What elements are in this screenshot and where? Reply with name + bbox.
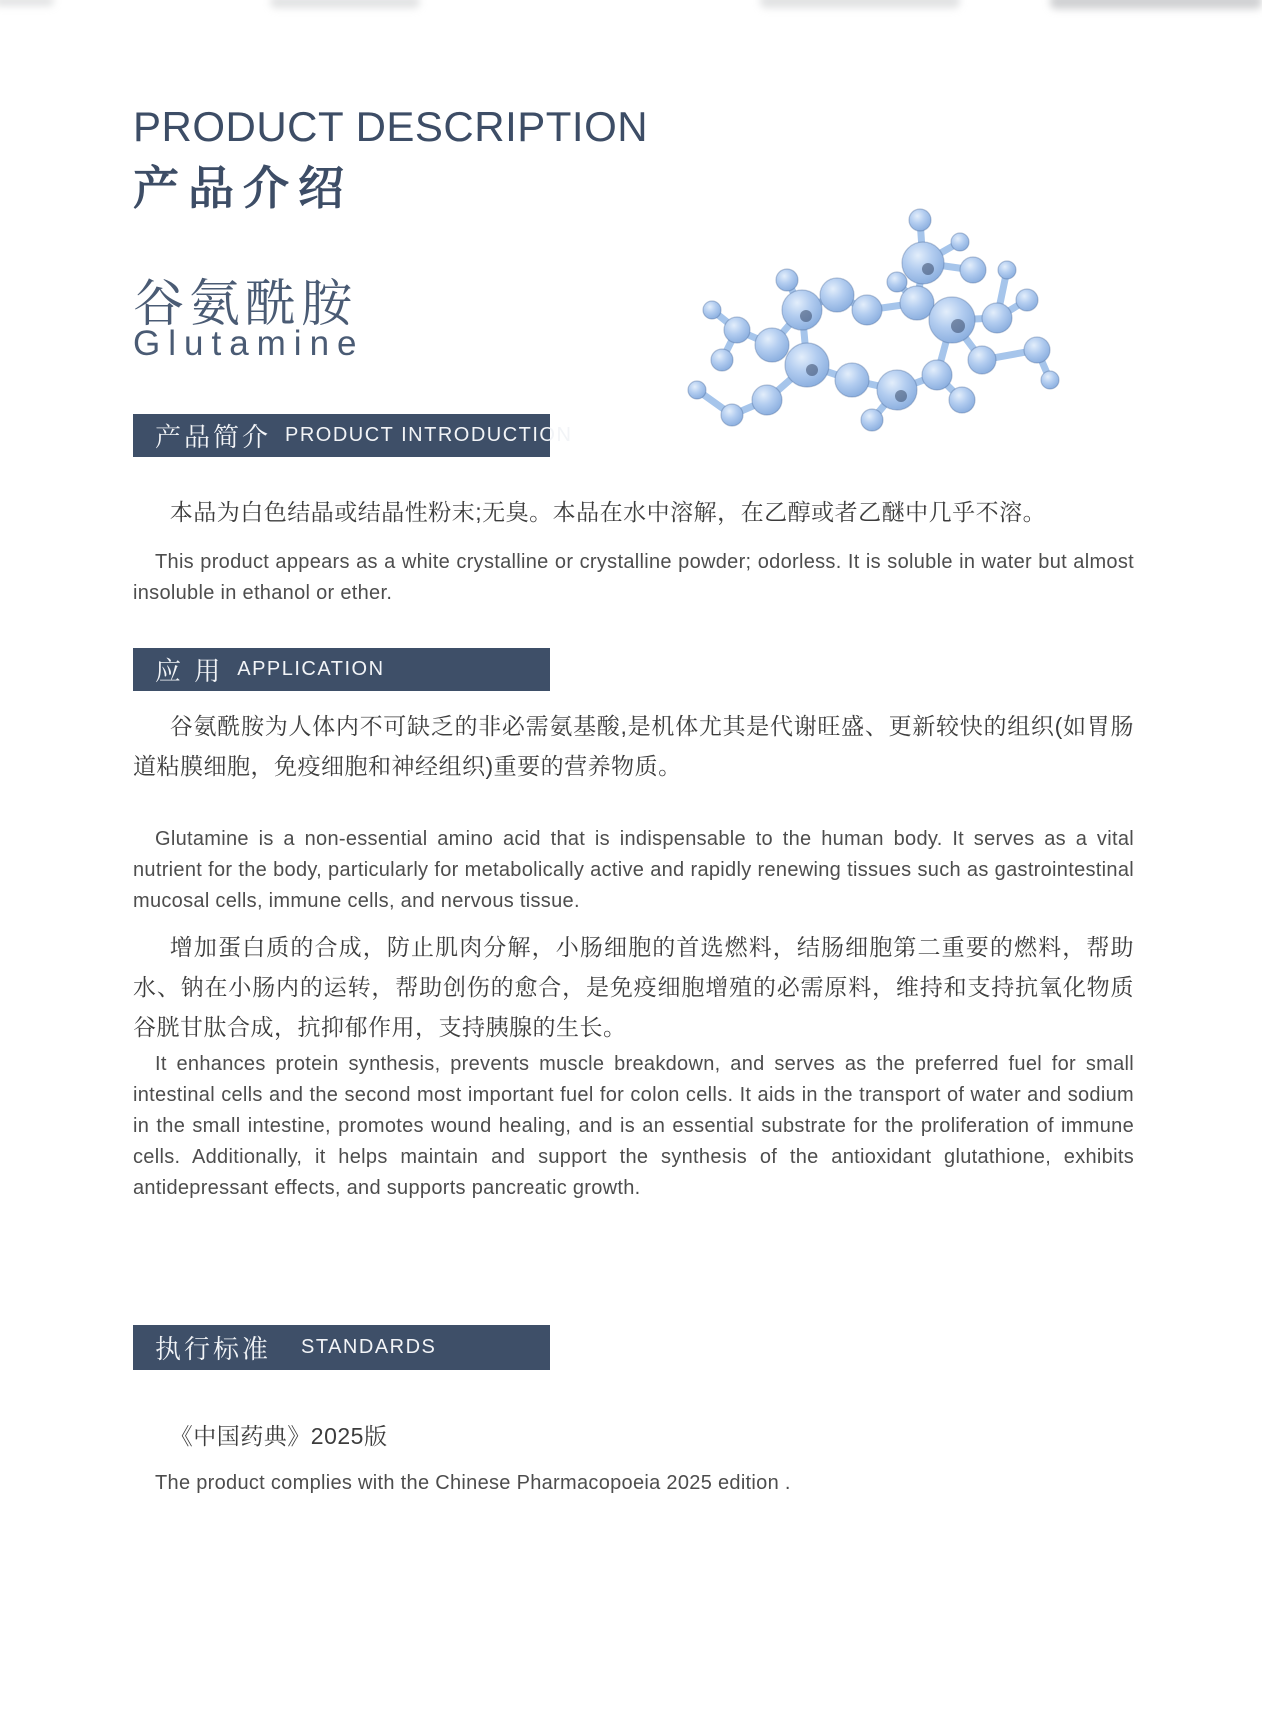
scan-artifact [0,0,54,6]
intro-paragraph-en: This product appears as a white crystalline or crystalline powder; odorless. It is soluble in water but almost insoluble in ethanol or ether. [133,551,1134,604]
application-paragraph-1-en: Glutamine is a non-essential amino acid that is indispensable to the human body. It serves as a vital nutrient for the body, particularly for metabolically active and rapidly renewing tissues such as gastrointestinal mucosal cells, immune cells, and nervous tissue. [133,828,1134,912]
section-heading-introduction [133,414,573,457]
section-heading-standards [133,1325,550,1370]
scan-artifact [760,0,960,8]
section-heading-application-zh: 应 用 [155,656,224,686]
page-title-zh: 产品介绍 [133,162,353,214]
molecule-3d-icon [660,170,1064,440]
section-heading-standards-en: STANDARDS [301,1336,437,1358]
section-heading-introduction-en: PRODUCT INTRODUCTION [285,424,573,446]
page-title-en: PRODUCT DESCRIPTION [133,103,649,150]
standards-paragraph-zh: 《中国药典》2025版 [169,1423,388,1449]
standards-paragraph-en: The product complies with the Chinese Pharmacopoeia 2025 edition . [155,1472,791,1494]
section-heading-standards-zh: 执行标准 [155,1334,272,1364]
intro-paragraph-zh: 本品为白色结晶或结晶性粉末;无臭。本品在水中溶解，在乙醇或者乙醚中几乎不溶。 [169,499,1047,525]
scan-artifact [270,0,420,8]
application-paragraph-1-zh: 谷氨酰胺为人体内不可缺乏的非必需氨基酸,是机体尤其是代谢旺盛、更新较快的组织(如胃肠道粘膜细胞，免疫细胞和神经组织)重要的营养物质。 [133,713,1134,779]
section-heading-application [133,648,550,691]
product-name-en: Glutamine [133,324,365,363]
product-name-zh: 谷氨酰胺 [133,275,358,332]
scan-artifact [1050,0,1262,9]
application-paragraph-2-zh: 增加蛋白质的合成，防止肌肉分解，小肠细胞的首选燃料，结肠细胞第二重要的燃料，帮助水、钠在小肠内的运转，帮助创伤的愈合，是免疫细胞增殖的必需原料，维持和支持抗氧化物质谷胱甘肽合成，抗抑郁作用，支持胰腺的生长。 [133,934,1134,1040]
application-paragraph-2-en: It enhances protein synthesis, prevents muscle breakdown, and serves as the preferred fuel for small intestinal cells and the second most important fuel for colon cells. It aids in the transport of water and sodium in the small intestine, promotes wound healing, and is an essential substrate for the proliferation of immune cells. Additionally, it helps maintain and support the synthesis of the antioxidant glutathione, exhibits antidepressant effects, and supports pancreatic growth. [133,1053,1134,1199]
section-heading-introduction-zh: 产品简介 [155,422,272,452]
section-heading-application-en: APPLICATION [237,658,385,680]
